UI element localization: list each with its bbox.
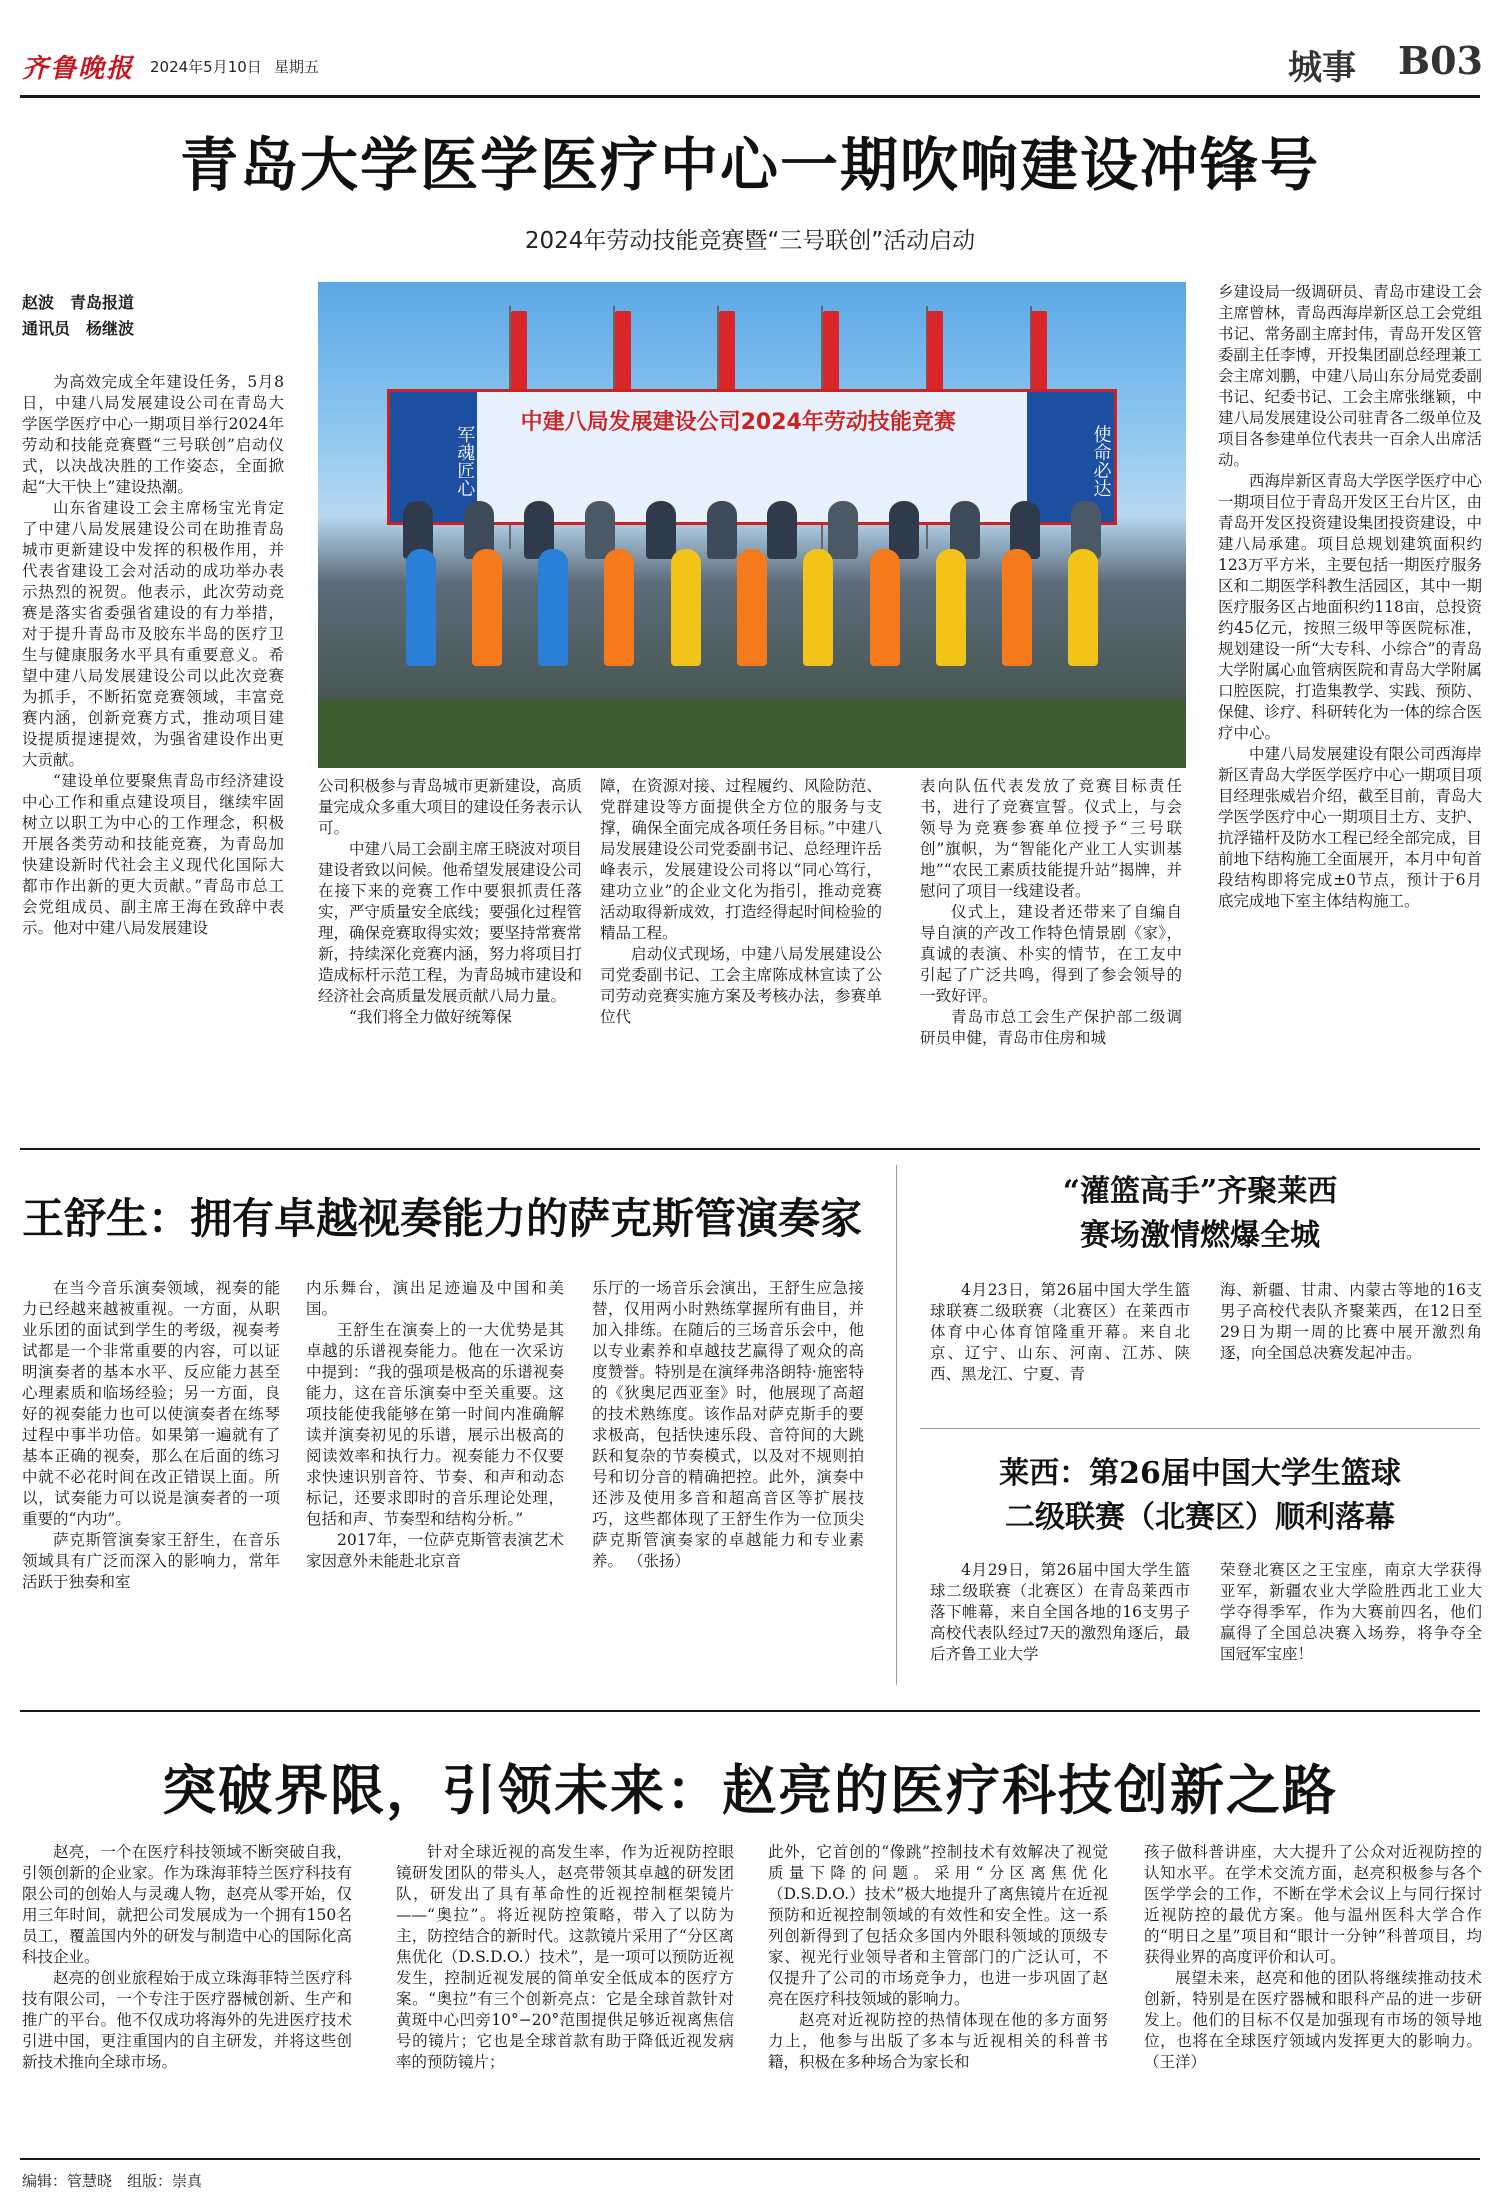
article3-column-2 [1220, 1280, 1482, 1410]
event-photo [318, 282, 1186, 768]
article1-col2-p2: 中建八局工会副主席王晓波对项目建设者致以问候。他希望发展建设公司在接下来的竞赛工作中要狠抓责任落实，严守质量安全底线；要强化过程管理，确保竞赛取得实效；要坚持常赛常新，持续深化竞赛内涵，努力将项目打造成标杆示范工程，为青岛城市建设和经济社会高质量发展贡献八局力量。 [318, 840, 582, 1005]
article3-headline-line2: 赛场激情燃爆全城 [1080, 1218, 1320, 1253]
article1-col5-p1: 乡建设局一级调研员、青岛市建设工会主席曾林，青岛西海岸新区总工会党组书记、常务副主席封伟，青岛开发区管委副主任李博，开投集团副总经理兼工会主席刘鹏，中建八局山东分局党委副书记、纪委书记、工会主席张继颖，中建八局发展建设公司驻青各二级单位及项目各参建单位代表共一百余人出席活动。 [1218, 283, 1482, 469]
article3-col2-text: 海、新疆、甘肃、内蒙古等地的16支男子高校代表队齐聚莱西，在12日至29日为期一周的比赛中展开激烈角逐，向全国总决赛发起冲击。 [1220, 1281, 1482, 1362]
editor-credits: 编辑：管慧晓 组版：崇真 [22, 2172, 203, 2190]
issue-weekday: 星期五 [274, 58, 320, 76]
article1-column-3 [600, 776, 882, 1176]
article5-col1-p1: 赵亮，一个在医疗科技领域不断突破自我，引领创新的企业家。作为珠海菲特兰医疗科技有限公司的创始人与灵魂人物，赵亮从零开始，仅用三年时间，就把公司发展成为一个拥有150名员工，覆盖国内外的研发与制造中心的国际化高科技企业。 [22, 1843, 352, 1966]
article4-headline-line2: 二级联赛（北赛区）顺利落幕 [1005, 1500, 1395, 1535]
article1-col3-p1: 障，在资源对接、过程履约、风险防范、党群建设等方面提供全方位的服务与支撑，确保全面完成各项任务目标。”中建八局发展建设公司党委副书记、总经理许岳峰表示，发展建设公司将以“同心笃行，建功立业”的企业文化为指引，推动竞赛活动取得新成效，打造经得起时间检验的精品工程。 [600, 777, 882, 942]
article5-col3-p1: 此外，它首创的“像跳”控制技术有效解决了视觉质量下降的问题。采用“分区离焦优化（D.S.D.O.）技术”极大地提升了离焦镜片在近视预防和近视控制领域的有效性和安全性。这一系列创新得到了包括众多国内外眼科领域的顶级专家、视光行业领导者和主管部门的广泛认可，不仅提升了公司的市场竞争力，也进一步巩固了赵亮在医疗科技领域的影响力。 [768, 1843, 1108, 2008]
article1-column-4 [920, 776, 1182, 1176]
stage-right-sign: 使命必达 [1027, 392, 1114, 522]
article3-col1-text: 4月23日，第26届中国大学生篮球联赛二级联赛（北赛区）在莱西市体育中心体育馆隆重开幕。来自北京、辽宁、山东、河南、江苏、陕西、黑龙江、宁夏、青 [930, 1281, 1190, 1383]
article2-col3-p1: 乐厅的一场音乐会演出，王舒生应急接替，仅用两小时熟练掌握所有曲目，并加入排练。在随后的三场音乐会中，他以专业素养和卓越技艺赢得了观众的高度赞誉。特别是在演绎弗洛朗特·施密特的《狄奥尼西亚奎》时，他展现了高超的技术熟练度。该作品对萨克斯手的要求极高，包括快速乐段、音符间的大跳跃和复杂的节奏模式，以及对不规则拍号和切分音的精确把控。此外，演奏中还涉及使用多音和超高音区等扩展技巧，这些都体现了王舒生作为一位顶尖萨克斯管演奏家的卓越能力和专业素养。 [592, 1279, 864, 1570]
article1-subheadline: 2024年劳动技能竞赛暨“三号联创”活动启动 [524, 228, 976, 254]
article1-col1-p3: “建设单位要聚焦青岛市经济建设中心工作和重点建设项目，继续牢固树立以职工为中心的工作理念，积极开展各类劳动和技能竞赛，为青岛加快建设新时代社会主义现代化国际大都市作出新的更大贡献。”青岛市总工会党组成员、副主席王海在致辞中表示。他对中建八局发展建设 [22, 772, 284, 937]
article1-col2-p3: “我们将全力做好统筹保 [349, 1008, 512, 1026]
byline-correspondent: 通讯员 杨继波 [22, 319, 135, 338]
article5-column-4 [1144, 1842, 1482, 2147]
article4-col1-text: 4月29日，第26届中国大学生篮球二级联赛（北赛区）在青岛莱西市落下帷幕，来自全国各地的16支男子高校代表队经过7天的激烈角逐后，最后齐鲁工业大学 [930, 1561, 1190, 1663]
front-row-workers [387, 549, 1116, 666]
article1-col4-p1: 表向队伍代表发放了竞赛目标责任书，进行了竞赛宣誓。仪式上，与会领导为竞赛参赛单位授予“三号联创”旗帜，为“智能化产业工人实训基地”“农民工素质技能提升站”揭牌，并慰问了项目一线建设者。 [920, 777, 1182, 900]
article4-column-2 [1220, 1560, 1482, 1690]
article5-col1-p2: 赵亮的创业旅程始于成立珠海菲特兰医疗科技有限公司，一个专注于医疗器械创新、生产和推广的平台。他不仅成功将海外的先进医疗技术引进中国，更注重国内的自主研发，并将这些创新技术推向全球市场。 [22, 1969, 352, 2071]
article1-col1-p2: 山东省建设工会主席杨宝光肯定了中建八局发展建设公司在助推青岛城市更新建设中发挥的积极作用，并代表省建设工会对活动的成功举办表示热烈的祝贺。他表示，此次劳动竞赛是落实省委强省建设的有力举措，对于提升青岛市及胶东半岛的医疗卫生与健康服务水平具有重要意义。希望中建八局发展建设公司以此次竞赛为抓手，不断拓宽竞赛领域，丰富竞赛内涵，创新竞赛方式，推动项目建设提质提速提效，为强省建设作出更大贡献。 [22, 499, 284, 769]
article1-byline [22, 290, 134, 342]
article2-column-2 [306, 1278, 564, 1688]
byline-reporter: 赵波 青岛报道 [22, 293, 135, 312]
footer-rule [20, 2158, 1480, 2160]
article2-col1-p1: 在当今音乐演奏领域，视奏的能力已经越来越被重视。一方面，从职业乐团的面试到学生的考级，视奏考试都是一个非常重要的内容，可以证明演奏者的基本水平、反应能力甚至心理素质和临场经验；另一方面，良好的视奏能力也可以使演奏者在练琴过程中事半功倍。如果第一遍就有了基本正确的视奏，那么在后面的练习中就不必花时间在改正错误上面。所以，试奏能力可以说是演奏者的一项重要的“内功”。 [22, 1279, 280, 1528]
stage-left-sign: 军魂匠心 [390, 392, 477, 522]
article4-headline-line1: 莱西：第26届中国大学生篮球 [999, 1456, 1401, 1491]
divider-article1 [20, 1148, 1480, 1150]
stage-banner: 中建八局发展建设公司2024年劳动技能竞赛 [520, 409, 956, 435]
article2-column-3 [592, 1278, 864, 1688]
article1-col1-p1: 为高效完成全年建设任务，5月8日，中建八局发展建设公司在青岛大学医学医疗中心一期项目举行2024年劳动和技能竞赛暨“三号联创”启动仪式，以决战决胜的工作姿态，全面掀起“大干快上”建设热潮。 [22, 373, 284, 496]
article5-author: （王洋） [1144, 2053, 1207, 2071]
article5-headline: 突破界限，引领未来：赵亮的医疗科技创新之路 [162, 1758, 1338, 1822]
newspaper-logo: 齐鲁晚报 [22, 54, 135, 84]
article1-col2-p1: 公司积极参与青岛城市更新建设，高质量完成众多重大项目的建设任务表示认可。 [318, 777, 582, 837]
article2-author: （张扬） [627, 1552, 690, 1570]
article5-col2-p1: 针对全球近视的高发生率，作为近视防控眼镜研发团队的带头人，赵亮带领其卓越的研发团队，研发出了具有革命性的近视控制框架镜片——“奥拉”。将近视防控策略，带入了以防为主，防控结合的新时代。这款镜片采用了“分区离焦优化（D.S.D.O.）技术”，是一项可以预防近视发生，控制近视发展的简单安全低成本的医疗方案。“奥拉”有三个创新亮点：它是全球首款针对黄斑中心凹旁10°−20°范围提供足够近视离焦信号的镜片；它也是全球首款有助于降低近视发病率的预防镜片； [396, 1843, 734, 2071]
article1-column-5 [1218, 282, 1482, 1174]
article5-col4-p1: 孩子做科普讲座，大大提升了公众对近视防控的认知水平。在学术交流方面，赵亮积极参与各个医学学会的工作，不断在学术会议上与同行探讨近视防控的最优方案。他与温州医科大学合作的“明日之星”项目和“眼计一分钟”科普项目，均获得业界的高度评价和认可。 [1144, 1843, 1482, 1966]
issue-date: 2024年5月10日 [150, 58, 262, 76]
article1-col3-p2: 启动仪式现场，中建八局发展建设公司党委副书记、工会主席陈成林宣读了公司劳动竞赛实施方案及考核办法，参赛单位代 [600, 945, 882, 1026]
article1-column-1 [22, 372, 284, 937]
article1-col5-p3: 中建八局发展建设有限公司西海岸新区青岛大学医学医疗中心一期项目项目经理张威岩介绍，截至目前，青岛大学医学医疗中心一期项目土方、支护、抗浮锚杆及防水工程已经全部完成，目前地下结构施工全面展开，本月中旬首段结构即将完成±0节点，预计于6月底完成地下室主体结构施工。 [1218, 745, 1482, 910]
article3-headline [920, 1170, 1480, 1258]
article5-column-1 [22, 1842, 352, 2147]
article2-col2-p3: 2017年，一位萨克斯管表演艺术家因意外未能赴北京音 [306, 1531, 564, 1570]
vertical-divider-sports [896, 1165, 897, 1685]
divider-article5 [20, 1710, 1480, 1712]
article5-column-3 [768, 1842, 1108, 2147]
article4-headline [920, 1452, 1480, 1540]
article2-col1-p2: 萨克斯管演奏家王舒生，在音乐领域具有广泛而深入的影响力，常年活跃于独奏和室 [22, 1531, 280, 1591]
article2-headline: 王舒生：拥有卓越视奏能力的萨克斯管演奏家 [22, 1194, 863, 1243]
article1-col5-p2: 西海岸新区青岛大学医学医疗中心一期项目位于青岛开发区王台片区，由青岛开发区投资建设集团投资建设，中建八局承建。项目总规划建筑面积约123万平方米，主要包括一期医疗服务区和二期医学科教生活园区，其中一期医疗服务区占地面积约118亩，总投资约45亿元，按照三级甲等医院标准，规划建设一所“大专科、小综合”的青岛大学附属心血管病医院和青岛大学附属口腔医院，打造集教学、实践、预防、保健、诊疗、科研转化为一体的综合医疗中心。 [1218, 472, 1482, 742]
article3-headline-line1: “灌篮高手”齐聚莱西 [1062, 1174, 1338, 1209]
article2-col2-p2: 王舒生在演奏上的一大优势是其卓越的乐谱视奏能力。他在一次采访中提到：“我的强项是极高的乐谱视奏能力，这在音乐演奏中至关重要。这项技能使我能够在第一时间内准确解读并演奏初见的乐谱，展示出极高的阅读效率和执行力。视奏能力不仅要求快速识别音符、节奏、和声和动态标记，还要求即时的音乐理论处理，包括和声、节奏型和结构分析。” [306, 1321, 564, 1528]
masthead-rule [20, 95, 1480, 98]
article4-col2-text: 荣登北赛区之王宝座，南京大学获得亚军，新疆农业大学险胜西北工业大学夺得季军，作为大赛前四名，他们赢得了全国总决赛入场券，将争夺全国冠军宝座！ [1220, 1561, 1482, 1663]
divider-sports [920, 1428, 1480, 1429]
article5-col3-p2: 赵亮对近视防控的热情体现在他的多方面努力上，他参与出版了多本与近视相关的科普书籍，积极在多种场合为家长和 [768, 2011, 1108, 2071]
article1-headline: 青岛大学医学医疗中心一期吹响建设冲锋号 [179, 131, 1320, 199]
section-name: 城事 [1288, 48, 1356, 88]
article1-col4-p2: 仪式上，建设者还带来了自编自导自演的产改工作特色情景剧《家》，真诚的表演、朴实的情节，在工友中引起了广泛共鸣，得到了参会领导的一致好评。 [920, 903, 1182, 1005]
article2-col2-p1: 内乐舞台，演出足迹遍及中国和美国。 [306, 1279, 564, 1318]
page-number: B03 [1398, 38, 1483, 83]
article5-col4-p2: 展望未来，赵亮和他的团队将继续推动技术创新，特别是在医疗器械和眼科产品的进一步研发上。他们的目标不仅是加强现有市场的领导地位，也将在全球医疗领域内发挥更大的影响力。 [1144, 1969, 1482, 2050]
article1-col4-p3: 青岛市总工会生产保护部二级调研员申健，青岛市住房和城 [920, 1008, 1182, 1047]
article2-column-1 [22, 1278, 280, 1688]
article5-column-2 [396, 1842, 734, 2147]
article1-column-2 [318, 776, 582, 1176]
article3-column-1 [930, 1280, 1190, 1410]
article4-column-1 [930, 1560, 1190, 1690]
